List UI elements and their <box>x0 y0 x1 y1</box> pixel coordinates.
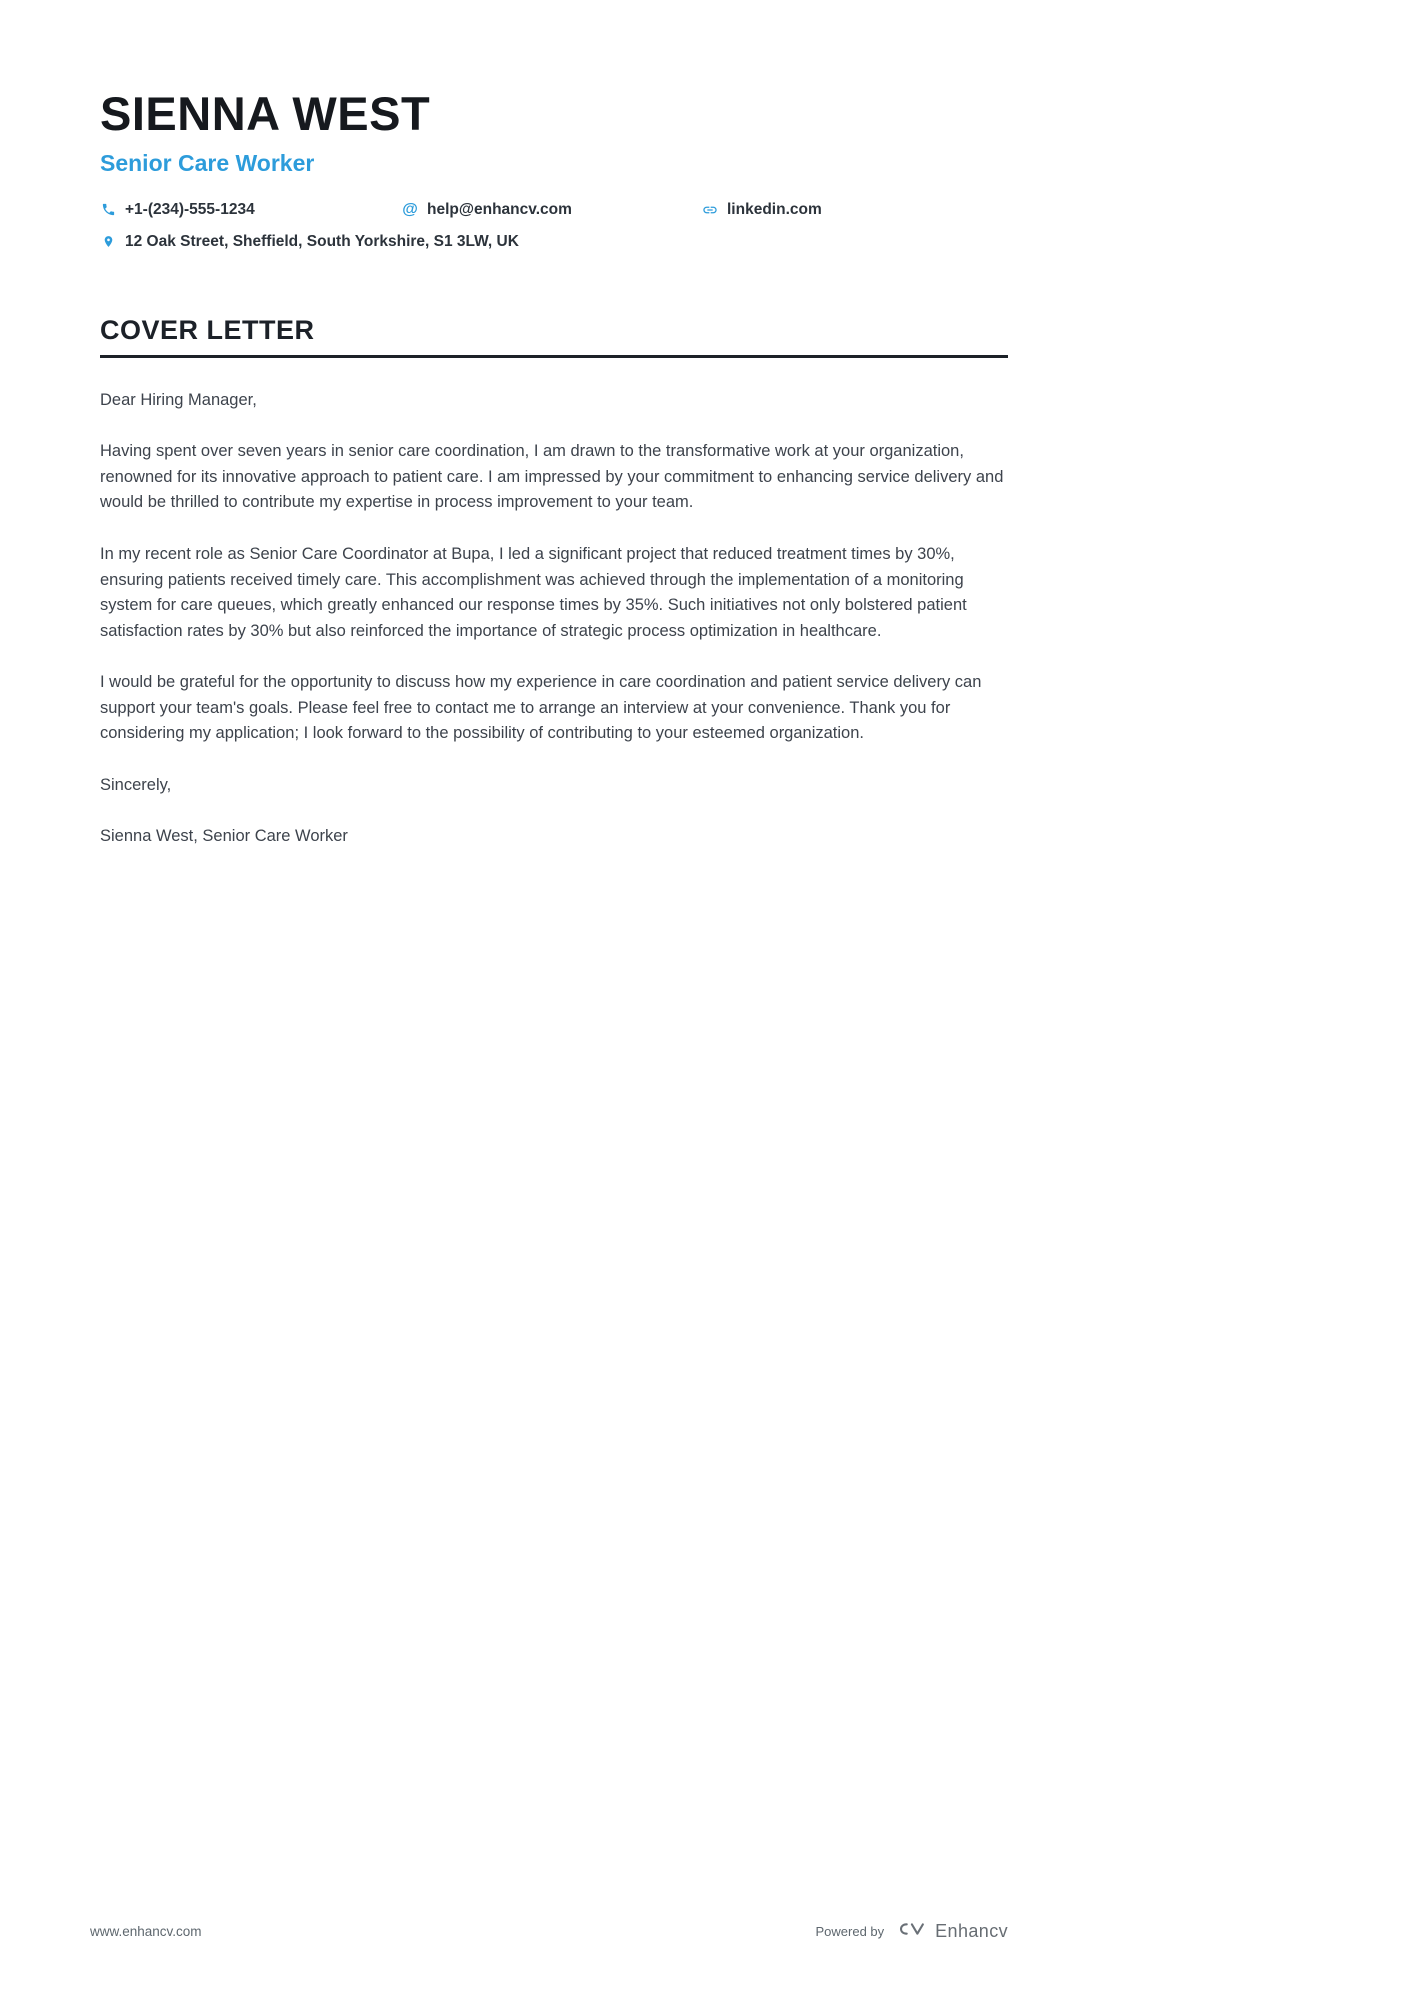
closing: Sincerely, <box>100 775 172 794</box>
contact-row <box>100 201 1008 251</box>
page-footer <box>90 1920 1008 1943</box>
enhancv-brand[interactable] <box>894 1920 1008 1943</box>
at-icon: @ <box>402 200 418 218</box>
job-title: Senior Care Worker <box>100 149 315 176</box>
location-pin-icon <box>100 234 116 249</box>
person-name: SIENNA WEST <box>100 87 431 140</box>
address <box>100 233 1008 251</box>
phone-icon <box>100 202 116 217</box>
email-address: help@enhancv.com <box>427 200 572 218</box>
header <box>100 88 1008 251</box>
website-link[interactable]: www.enhancv.com <box>90 1924 202 1939</box>
letter-body <box>100 388 1008 850</box>
cover-letter-section <box>100 315 1008 850</box>
enhancv-brand-text: Enhancv <box>935 1921 1008 1941</box>
paragraph-2: In my recent role as Senior Care Coordinator at Bupa, I led a significant project that reduced treatment times by 30%, ensuring patients received timely care. This accomplishment was achieved through the implementation of a monitoring system for care queues, which greatly enhanced our response times by 35%. Such initiatives not only bolstered patient satisfaction rates by 30% but also reinforced the importance of strategic process optimization in healthcare. <box>100 544 967 640</box>
section-title: COVER LETTER <box>100 315 1008 358</box>
link-icon <box>702 202 718 218</box>
address-text: 12 Oak Street, Sheffield, South Yorkshire, S1 3LW, UK <box>125 232 519 250</box>
signature: Sienna West, Senior Care Worker <box>100 827 348 846</box>
enhancv-logo-icon <box>894 1920 928 1943</box>
paragraph-1: Having spent over seven years in senior care coordination, I am drawn to the transformative work at your organization, renowned for its innovative approach to patient care. I am impressed by your commitment to enhancing service delivery and would be thrilled to contribute my expertise in process improvement to your team. <box>100 442 1004 512</box>
linkedin-contact[interactable] <box>702 201 1008 219</box>
salutation: Dear Hiring Manager, <box>100 390 257 409</box>
powered-by <box>815 1920 1008 1943</box>
content-column <box>0 0 1410 850</box>
phone-contact <box>100 201 402 219</box>
linkedin-handle: linkedin.com <box>727 200 822 218</box>
phone-number: +1-(234)-555-1234 <box>125 200 255 218</box>
paragraph-3: I would be grateful for the opportunity to discuss how my experience in care coordination and patient service delivery can support your team's goals. Please feel free to contact me to arrange an interview at your convenience. Thank you for considering my application; I look forward to the possibility of contributing to your esteemed organization. <box>100 673 982 743</box>
powered-by-label: Powered by <box>815 1924 885 1939</box>
email-contact[interactable] <box>402 201 702 219</box>
